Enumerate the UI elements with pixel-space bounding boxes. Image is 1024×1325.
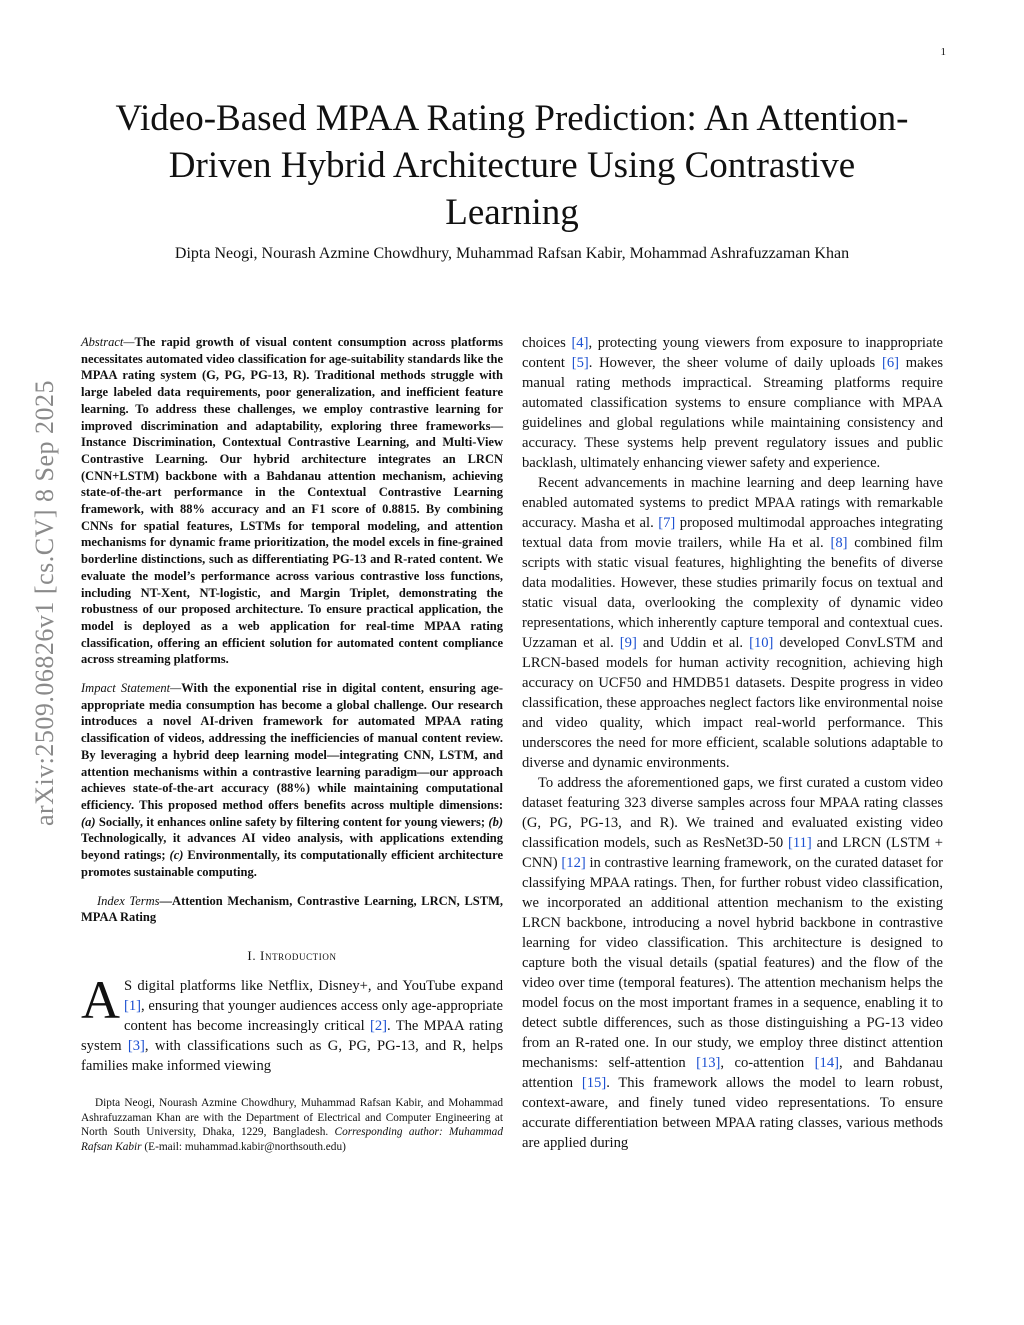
impact-label: Impact Statement—: [81, 681, 182, 696]
citation-link[interactable]: [3]: [127, 1037, 145, 1054]
text: To address the aforementioned gaps, we first curated a custom video dataset featuring 323 diverse samples across four MPAA rating classes (G, PG, PG-13, and R). We trained and evaluated existing video classification models, such as ResNet3D-50: [522, 775, 943, 851]
left-column: [81, 334, 503, 1154]
text: , protecting young viewers from exposure to inappropriate content: [522, 335, 943, 371]
author-list: Dipta Neogi, Nourash Azmine Chowdhury, Muhammad Rafsan Kabir, Mohammad Ashrafuzzaman Khan: [174, 245, 850, 262]
text: . However, the sheer volume of daily uploads: [588, 355, 882, 371]
text: . The MPAA rating system: [81, 1017, 503, 1054]
index-terms-text: —Attention Mechanism, Contrastive Learning, LRCN, LSTM, MPAA Rating: [81, 893, 503, 925]
section-number: I.: [247, 947, 257, 963]
intro-paragraph-1: [81, 969, 504, 1076]
citation-link[interactable]: [5]: [571, 355, 589, 371]
impact-point-label: (c): [169, 848, 184, 863]
text: . This framework allows the model to learn robust, context-aware, and finely tuned video representations. To ensure accurate differentiation between MPAA rating classes, various methods are applied during: [522, 1075, 943, 1151]
abstract-text: The rapid growth of visual content consumption across platforms necessitates automated video classification for age-suitability standards like the MPAA rating system (G, PG, PG-13, R). Traditional methods struggle with large labeled data requirements, poor generalization, and inefficient feature learning. To address these challenges, we employ contrastive learning for improved discrimination and adaptability, exploring three frameworks—Instance Discrimination, Contextual Contrastive Learning, and Multi-View Contrastive Learning. Our hybrid architecture integrates an LRCN (CNN+LSTM) backbone with a Bahdanau attention mechanism, achieving state-of-the-art performance in the Contextual Contrastive Learning framework, with 88% accuracy and an F1 score of 0.8815. By combining CNNs for spatial features, LSTMs for temporal modeling, and attention mechanisms for dynamic frame prioritization, the model excels in fine-grained borderline distinctions, such as differentiating PG-13 and R-rated content. We evaluate the model’s performance across various contrastive loss functions, including NT-Xent, NT-logistic, and Margin Triplet, demonstrating the robustness of our proposed architecture. To ensure practical application, the model is deployed as a web application for real-time MPAA rating classification, offering an efficient solution for automated content compliance across streaming platforms.: [81, 335, 503, 667]
citation-link[interactable]: [6]: [881, 355, 899, 371]
intro-paragraph-text: [81, 969, 504, 1076]
impact-statement: [81, 680, 503, 880]
text: proposed multimodal approaches integrating textual data from movie trailers, while Ha et al.: [522, 515, 943, 551]
text: makes manual rating methods impractical. Streaming platforms require automated classification systems to ensure compliance with MPAA guidelines and global regulations while maintaining consistency and accuracy. These systems help prevent regulatory issues and public backlash, ultimately enhancing viewer safety and experience.: [522, 355, 944, 471]
text: and Uddin et al.: [636, 635, 750, 651]
citation-link[interactable]: [13]: [696, 1055, 721, 1071]
section-title: Introduction: [260, 947, 337, 963]
citation-link[interactable]: [2]: [370, 1017, 388, 1034]
citation-link[interactable]: [10]: [749, 635, 774, 651]
intro-paragraph-3: [522, 773, 943, 1153]
paper-title: Video-Based MPAA Rating Prediction: An Attention-Driven Hybrid Architecture Using Contrastive Learning: [115, 98, 909, 233]
text: Recent advancements in machine learning and deep learning have enabled automated systems to predict MPAA ratings with remarkable accuracy. Masha et al.: [522, 475, 943, 531]
abstract-label: Abstract—: [81, 335, 135, 349]
citation-link[interactable]: [1]: [124, 997, 142, 1014]
text: combined film scripts with static visual features, highlighting the benefits of diverse data modalities. However, these studies primarily focus on textual and static visual data, overlooking the complexity of dynamic video representations, which inherently capture temporal and contextual cues. Uzzaman et al.: [522, 535, 943, 651]
impact-point-label: (a): [81, 814, 96, 829]
index-terms-label: Index Terms: [97, 893, 160, 908]
citation-link[interactable]: [14]: [814, 1055, 839, 1071]
section-heading: [81, 948, 503, 964]
arxiv-stamp: arXiv:2509.06826v1 [cs.CV] 8 Sep 2025: [30, 380, 59, 827]
intro-paragraph-1-cont: [522, 333, 943, 473]
text: , and Bahdanau attention: [522, 1055, 943, 1091]
impact-text: With the exponential rise in digital content, ensuring age-appropriate media consumption has become a global challenge. Our research introduces a novel AI-driven framework for automated MPAA rating classification of videos, addressing the inefficiencies of manual content review. By leveraging a hybrid deep learning model—integrating CNN, LSTM, and attention mechanisms within a contrastive learning paradigm—our approach achieves state-of-the-art accuracy (88%) while maintaining computational efficiency. This proposed method offers benefits across multiple dimensions:: [81, 681, 503, 812]
text: , with classifications such as G, PG, PG-13, and R, helps families make informed viewing: [81, 1037, 504, 1074]
impact-text: Environmentally, its computationally efficient architecture promotes sustainable computing.: [81, 848, 503, 879]
index-terms: [81, 893, 503, 926]
impact-text: Technologically, it advances AI video analysis, with applications extending beyond ratings;: [81, 831, 503, 863]
text: , co-attention: [720, 1055, 815, 1071]
text: , ensuring that younger audiences access only age-appropriate content has become increasingly critical: [124, 997, 503, 1034]
footnote-text: Dipta Neogi, Nourash Azmine Chowdhury, Muhammad Rafsan Kabir, and Mohammad Ashrafuzzaman Khan are with the Department of Electrical and Computer Engineering at North South University, Dhaka, 1229, Bangladesh.: [81, 1096, 503, 1139]
citation-link[interactable]: [4]: [571, 335, 589, 351]
citation-link[interactable]: [7]: [658, 515, 676, 531]
intro-paragraph-2: [522, 473, 943, 773]
citation-link[interactable]: [12]: [561, 855, 586, 871]
text: developed ConvLSTM and LRCN-based models for human activity recognition, achieving high accuracy on UCF50 and HMDB51 datasets. Despite progress in video classification, these approaches neglect factors like environmental noise and video quality, which impact real-world performance. This underscores the need for more efficient, scalable solutions adaptable to diverse and dynamic environments.: [522, 635, 943, 771]
drop-cap: A: [81, 969, 120, 1030]
citation-link[interactable]: [15]: [581, 1075, 607, 1091]
right-column: [522, 333, 943, 1153]
abstract: [81, 334, 503, 668]
citation-link[interactable]: [9]: [619, 635, 637, 651]
text: choices: [522, 335, 572, 351]
footnote: [81, 1096, 503, 1154]
impact-text: Socially, it enhances online safety by filtering content for young viewers;: [95, 814, 489, 829]
impact-point-label: (b): [488, 814, 503, 829]
text: S digital platforms like Netflix, Disney+, and YouTube expand: [124, 977, 503, 994]
text: and LRCN (LSTM + CNN): [522, 835, 943, 871]
corresponding-author: Corresponding author: Muhammad Rafsan Kabir: [81, 1126, 503, 1153]
text: in contrastive learning framework, on the curated dataset for classifying MPAA ratings. Then, for further robust video classification, we incorporated an additional attention mechanism to the existing LRCN backbone, introducing a novel hybrid backbone in contrastive learning for video classification. This architecture is designed to capture both the visual details (spatial features) and the flow of the video over time (temporal features). The attention mechanism helps the model focus on the most important frames in a sequence, enabling it to detect subtle differences, such as those distinguishing a PG-13 video from an R-rated one. In our study, we employ three distinct attention mechanisms: self-attention: [522, 855, 944, 1071]
footnote-text: (E-mail: muhammad.kabir@northsouth.edu): [141, 1140, 346, 1153]
page-number: 1: [940, 46, 946, 58]
citation-link[interactable]: [8]: [830, 535, 848, 551]
citation-link[interactable]: [11]: [787, 835, 812, 851]
